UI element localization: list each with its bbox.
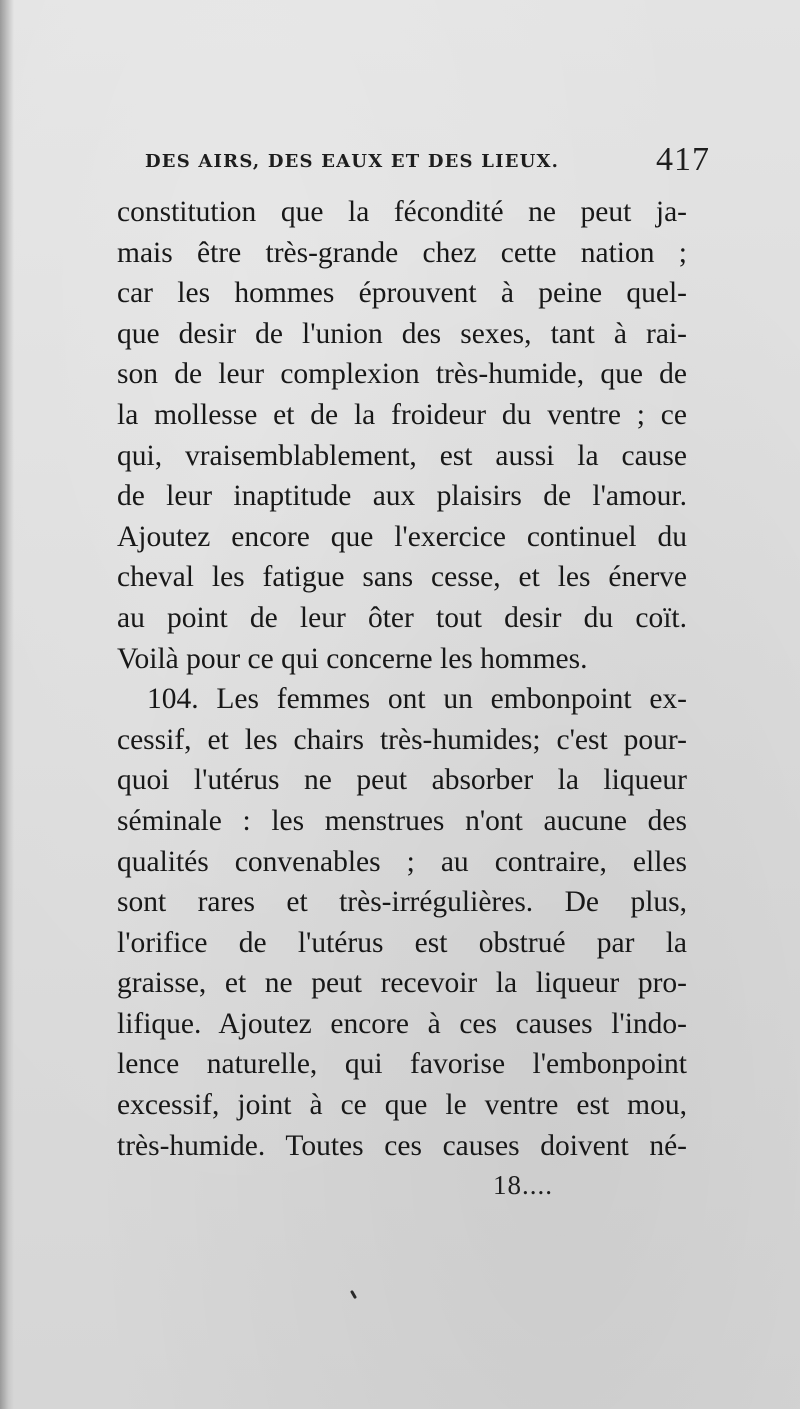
text-line: constitution que la fécondité ne peut ja-	[117, 196, 687, 228]
page-gutter-shadow	[0, 0, 14, 1409]
text-line: au point de leur ôter tout desir du coït.	[117, 601, 687, 634]
text-line: très-humide. Toutes ces causes doivent né-	[117, 1129, 687, 1162]
text-line: Ajoutez encore que l'exercice continuel du	[117, 520, 687, 553]
text-line: sont rares et très-irrégulières. De plus,	[117, 886, 687, 919]
text-line: séminale : les menstrues n'ont aucune des	[117, 804, 687, 837]
running-title: DES AIRS, DES EAUX ET DES LIEUX.	[145, 151, 560, 172]
text-line: la mollesse et de la froideur du ventre ; ce	[117, 398, 687, 431]
text-line: cheval les fatigue sans cesse, et les énerve	[117, 561, 687, 594]
text-line: lence naturelle, qui favorise l'embonpoint	[117, 1048, 687, 1081]
text-line: Voilà pour ce qui concerne les hommes.	[117, 642, 588, 675]
text-line: car les hommes éprouvent à peine quel-	[117, 277, 687, 310]
text-line: que desir de l'union des sexes, tant à rai-	[117, 317, 687, 350]
text-line: cessif, et les chairs très-humides; c'est pour-	[117, 723, 687, 756]
text-line: lifique. Ajoutez encore à ces causes l'indo-	[117, 1007, 687, 1040]
page-number: 417	[656, 141, 710, 178]
paragraph-start-line: 104. Les femmes ont un embonpoint ex-	[147, 683, 687, 716]
text-line: quoi l'utérus ne peut absorber la liqueur	[117, 764, 687, 797]
text-line: excessif, joint à ce que le ventre est mou,	[117, 1089, 687, 1122]
paper-speck	[350, 1290, 357, 1299]
page-header	[145, 143, 710, 183]
catchword: 18....	[493, 1170, 553, 1200]
text-line: mais être très-grande chez cette nation ;	[117, 236, 687, 269]
body-text	[117, 192, 687, 1166]
text-line: qualités convenables ; au contraire, elles	[117, 845, 687, 878]
text-line: l'orifice de l'utérus est obstrué par la	[117, 926, 687, 959]
text-line: de leur inaptitude aux plaisirs de l'amour.	[117, 480, 687, 513]
text-line: qui, vraisemblablement, est aussi la cause	[117, 439, 687, 472]
text-line: son de leur complexion très-humide, que de	[117, 358, 687, 391]
text-line: graisse, et ne peut recevoir la liqueur pro-	[117, 967, 687, 1000]
